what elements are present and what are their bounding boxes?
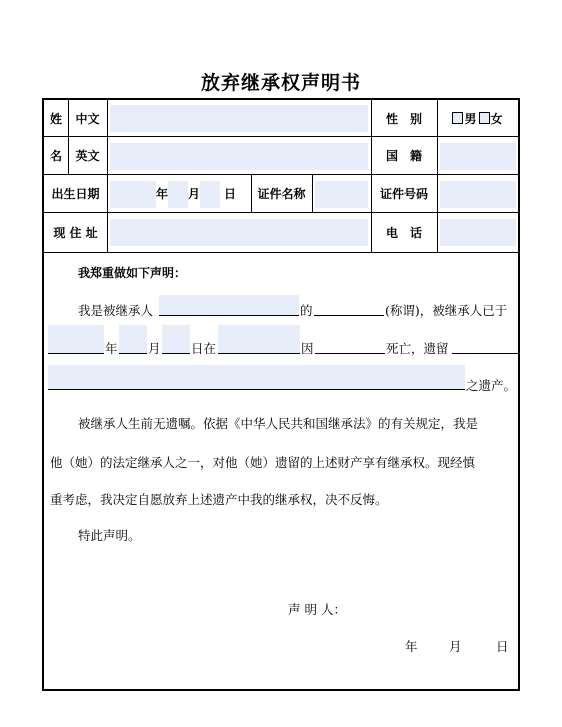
birth-date-label: 出生日期 [51,187,100,201]
sign-day-label: 日 [496,639,509,654]
text-no-will: 被继承人生前无遗嘱。依据《中华人民共和国继承法》的有关规定，我是 [78,416,479,431]
birth-month-unit: 月 [188,187,201,201]
nationality-label: 国 籍 [385,149,422,163]
gender-label: 性 别 [385,111,422,126]
phone-label: 电 话 [385,226,422,240]
nationality-field[interactable] [440,143,516,170]
id-number-label: 证件号码 [379,187,428,201]
declarant-label: 声 明 人： [288,602,346,617]
name-label-top: 姓 [49,111,62,126]
name-label-bottom: 名 [49,149,62,163]
id-name-label: 证件名称 [257,187,306,201]
text-relation: (称谓)，被继承人已于 [385,303,508,318]
text-of: 的 [300,303,313,318]
deceased-name-field[interactable] [159,295,299,315]
death-day-field[interactable] [162,325,190,353]
estate-field[interactable] [48,365,465,389]
text-legal-heir: 他（她）的法定继承人之一，对他（她）遗留的上述财产享有继承权。现经慎 [50,455,476,470]
death-place-field[interactable] [218,325,300,353]
address-field[interactable] [110,219,368,246]
female-checkbox[interactable] [479,112,490,124]
text-heir-is: 我是被继承人 [78,303,154,318]
sign-year-label: 年 [405,639,418,654]
birth-month-field[interactable] [168,181,188,208]
text-year: 年 [105,341,118,356]
male-label: 男 [464,111,477,126]
text-because: 因 [301,341,314,356]
page-title: 放弃继承权声明书 [200,72,361,94]
text-month: 月 [148,341,161,356]
birth-day-field[interactable] [200,181,220,208]
text-renounce: 重考虑，我决定自愿放弃上述遗产中我的继承权，决不反悔。 [50,492,388,507]
id-name-field[interactable] [315,181,368,208]
english-name-label: 英文 [75,149,100,163]
death-month-field[interactable] [119,325,147,353]
birth-year-unit: 年 [156,187,169,201]
sign-month-label: 月 [449,639,462,654]
text-hereby: 特此声明。 [78,528,141,543]
declaration-lead: 我郑重做如下声明： [78,266,187,280]
chinese-name-label: 中文 [75,111,100,126]
birth-year-field[interactable] [110,181,156,208]
text-died: 死亡，遗留 [386,341,449,356]
gender-options [437,100,518,136]
death-year-field[interactable] [48,325,104,353]
text-day-at: 日在 [191,341,217,356]
phone-field[interactable] [440,219,516,246]
english-name-field[interactable] [110,143,368,170]
text-estate: 之遗产。 [466,378,517,393]
declaration-form [42,98,520,691]
male-checkbox[interactable] [452,112,463,124]
birth-day-unit: 日 [224,187,237,201]
female-label: 女 [490,111,503,126]
chinese-name-field[interactable] [110,105,368,132]
id-number-field[interactable] [440,181,516,208]
address-label: 现 住 址 [53,226,98,240]
